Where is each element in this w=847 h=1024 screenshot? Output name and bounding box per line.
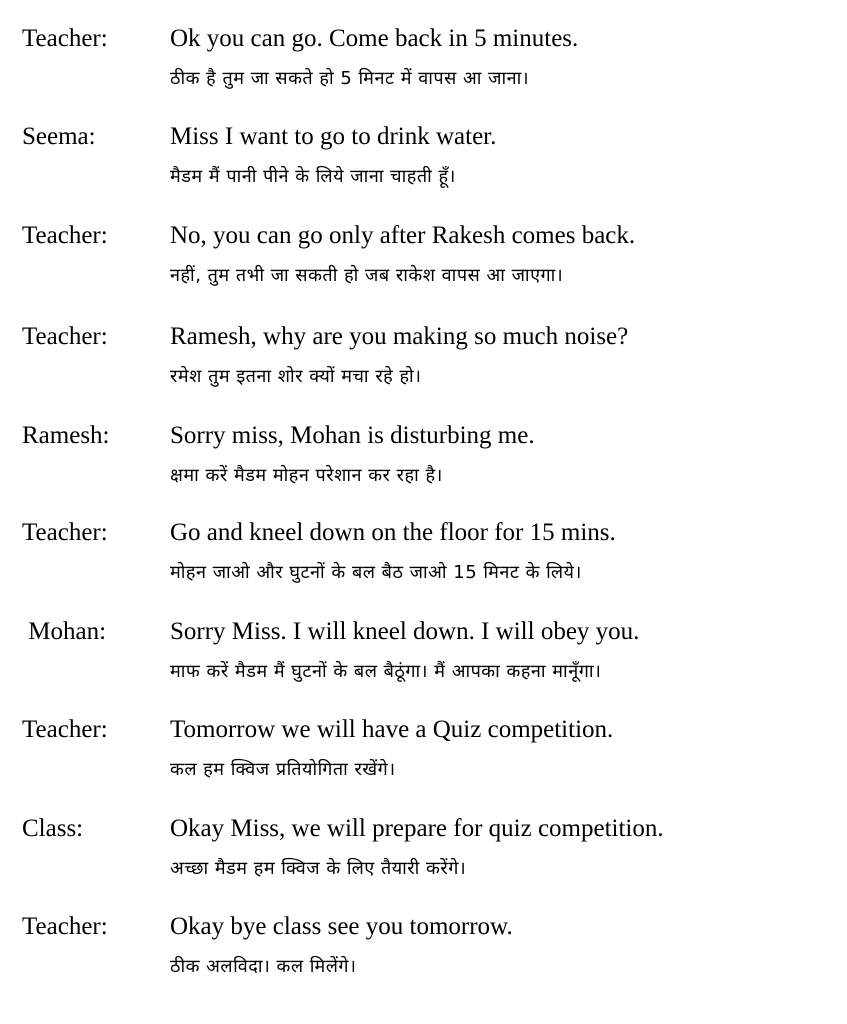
speaker-label: Teacher: [22,323,108,350]
hindi-translation: मैडम मैं पानी पीने के लिये जाना चाहती हूँ। [170,166,456,187]
english-line: Ok you can go. Come back in 5 minutes. [170,25,579,52]
hindi-translation: रमेश तुम इतना शोर क्यों मचा रहे हो। [170,366,422,387]
hindi-translation: माफ करें मैडम मैं घुटनों के बल बैठूंगा। मैं आपका कहना मानूँगा। [170,661,602,682]
dialogue-entry [0,122,847,220]
dialogue-entry [0,221,847,319]
dialogue-entry [0,518,847,616]
english-line: Miss I want to go to drink water. [170,123,497,150]
dialogue-entry [0,715,847,813]
hindi-translation: नहीं, तुम तभी जा सकती हो जब राकेश वापस आ जाएगा। [170,265,564,286]
hindi-translation: क्षमा करें मैडम मोहन परेशान कर रहा है। [170,465,443,486]
speaker-label: Seema: [22,123,96,150]
hindi-translation: अच्छा मैडम हम क्विज के लिए तैयारी करेंगे। [170,858,467,879]
hindi-translation: कल हम क्विज प्रतियोगिता रखेंगे। [170,759,396,780]
speaker-label: Teacher: [22,716,108,743]
speaker-label: Class: [22,815,84,842]
speaker-label: Teacher: [22,222,108,249]
english-line: Ramesh, why are you making so much noise? [170,323,629,350]
hindi-translation: ठीक अलविदा। कल मिलेंगे। [170,956,357,977]
speaker-label: Ramesh: [22,422,110,449]
dialogue-entry [0,24,847,122]
dialogue-entry [0,617,847,715]
speaker-label: Teacher: [22,25,108,52]
english-line: Tomorrow we will have a Quiz competition. [170,716,614,743]
dialogue-entry [0,421,847,519]
speaker-label: Teacher: [22,519,108,546]
english-line: Sorry Miss. I will kneel down. I will obey you. [170,618,640,645]
speaker-label: Mohan: [22,618,107,645]
hindi-translation: मोहन जाओ और घुटनों के बल बैठ जाओ 15 मिनट के लिये। [170,562,582,583]
speaker-label: Teacher: [22,913,108,940]
dialogue-entry [0,814,847,912]
english-line: No, you can go only after Rakesh comes back. [170,222,636,249]
english-line: Okay Miss, we will prepare for quiz competition. [170,815,664,842]
english-line: Okay bye class see you tomorrow. [170,913,513,940]
hindi-translation: ठीक है तुम जा सकते हो 5 मिनट में वापस आ जाना। [170,68,530,89]
english-line: Sorry miss, Mohan is disturbing me. [170,422,535,449]
dialogue-entry [0,322,847,420]
english-line: Go and kneel down on the floor for 15 mins. [170,519,616,546]
dialogue-entry [0,912,847,1010]
